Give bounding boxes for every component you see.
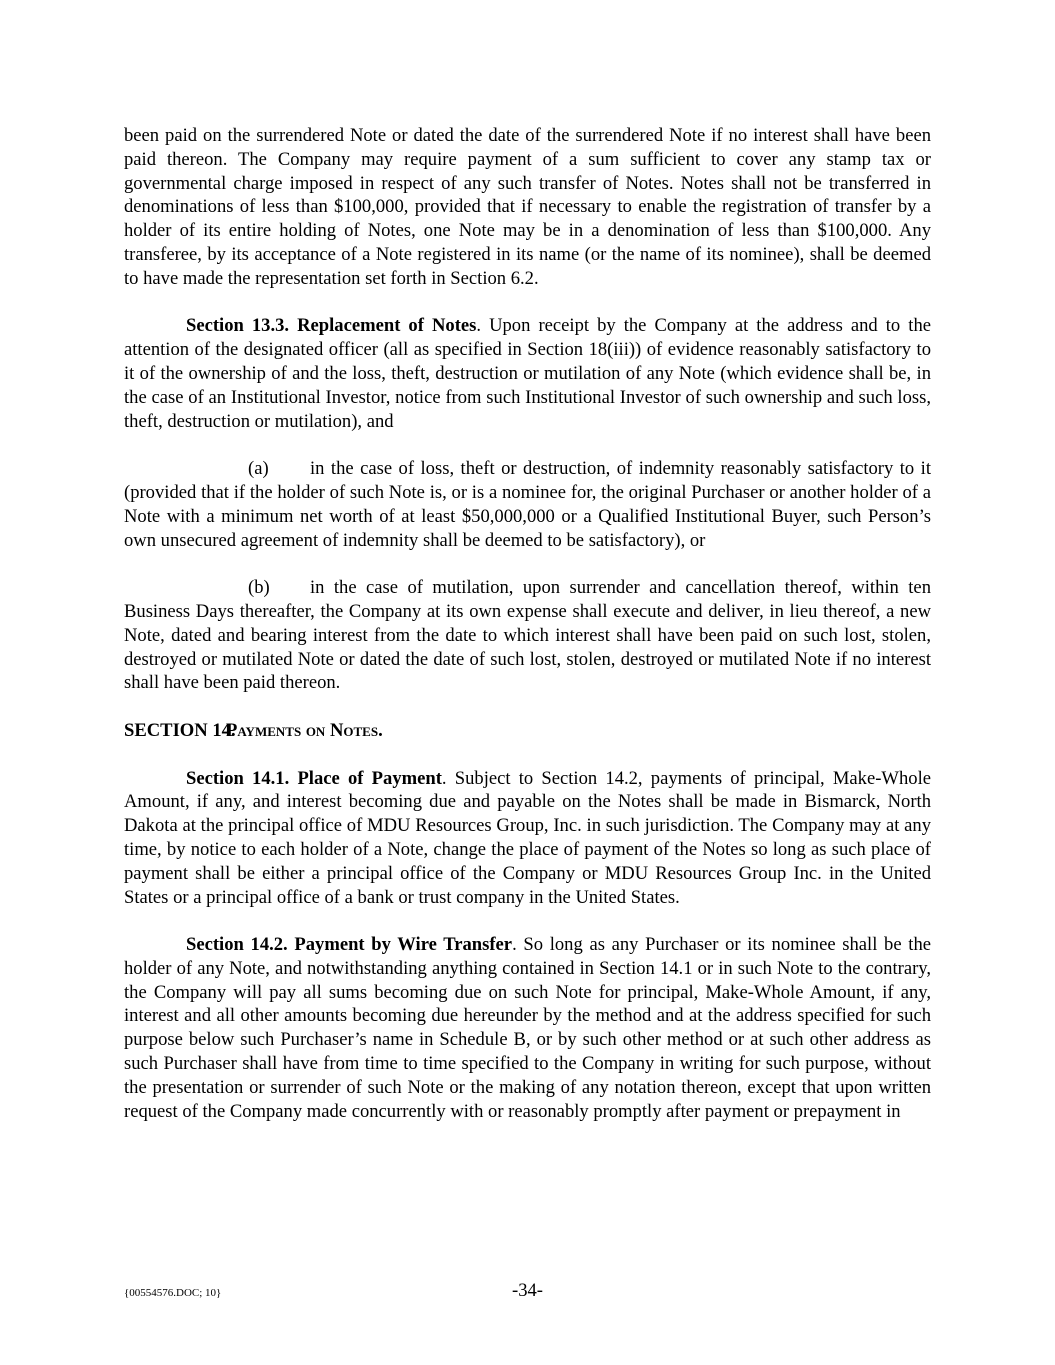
section-14-header	[124, 719, 931, 743]
continuation-paragraph: been paid on the surrendered Note or dated the date of the surrendered Note if no interest shall have been paid thereon. The Company may require payment of a sum sufficient to cover any stamp tax or governmental charge imposed in respect of any such transfer of Notes. Notes shall not be transferred in denominations of less than $100,000, provided that if necessary to enable the registration of transfer by a holder of its entire holding of Notes, one Note may be in a denomination of less than $100,000. Any transferee, by its acceptance of a Note registered in its name (or the name of its nominee), shall be deemed to have made the representation set forth in Section 6.2.	[124, 125, 931, 289]
clause-b-text: in the case of mutilation, upon surrender and cancellation thereof, within ten Business Days thereafter, the Company at its own expense shall execute and deliver, in lieu thereof, a new Note, dated and bearing interest from the date to which interest shall have been paid on such lost, stolen, destroyed or mutilated Note or dated the date of such lost, stolen, destroyed or mutilated Note if no interest shall have been paid thereon.	[124, 577, 931, 694]
section-13-3-text: . Upon receipt by the Company at the address and to the attention of the designated officer (all as specified in Section 18(iii)) of evidence reasonably satisfactory to it of the ownership of and the loss, theft, destruction or mutilation of any Note (which evidence shall be, in the case of an Institutional Investor, notice from such Institutional Investor of such ownership and such loss, theft, destruction or mutilation), and	[124, 315, 931, 432]
section-14-1-paragraph	[124, 767, 931, 910]
section-14-number: SECTION 14.	[124, 719, 236, 741]
clause-a-label: (a)	[248, 458, 269, 480]
footer-page-number: -34-	[512, 1280, 543, 1301]
clause-b-paragraph	[124, 576, 931, 695]
section-14-1-text: . Subject to Section 14.2, payments of principal, Make-Whole Amount, if any, and interest becoming due and payable on the Notes shall be made in Bismarck, North Dakota at the principal office of MDU Resources Group, Inc. in such jurisdiction. The Company may at any time, by notice to each holder of a Note, change the place of payment of the Notes so long as such place of payment shall be either a principal office of the Company or MDU Resources Group Inc. in the United States or a principal office of a bank or trust company in the United States.	[124, 767, 931, 908]
footer-doc-id: {00554576.DOC; 10}	[124, 1287, 222, 1299]
clause-b-label: (b)	[248, 577, 270, 599]
section-14-2-heading: Section 14.2. Payment by Wire Transfer	[186, 934, 513, 956]
section-13-3-paragraph	[124, 314, 931, 433]
document-page	[124, 124, 931, 1147]
section-14-title: Payments on Notes.	[226, 719, 383, 741]
section-14-1-heading: Section 14.1. Place of Payment	[186, 767, 442, 789]
section-13-3-heading: Section 13.3. Replacement of Notes	[186, 315, 477, 337]
section-14-2-text: . So long as any Purchaser or its nominee shall be the holder of any Note, and notwithstanding anything contained in Section 14.1 or in such Note to the contrary, the Company will pay all sums becoming due on such Note for principal, Make-Whole Amount, if any, interest and all other amounts becoming due hereunder by the method and at the address specified for such purpose below such Purchaser’s name in Schedule B, or by such other method or at such other address as such Purchaser shall have from time to time specified to the Company in writing for such purpose, without the presentation or surrender of such Note or the making of any notation thereon, except that upon written request of the Company made concurrently with or reasonably promptly after payment or prepayment in	[124, 934, 931, 1122]
clause-a-paragraph	[124, 457, 931, 552]
clause-a-text: in the case of loss, theft or destruction, of indemnity reasonably satisfactory to it (provided that if the holder of such Note is, or is a nominee for, the original Purchaser or another holder of a Note with a minimum net worth of at least $50,000,000 or a Qualified Institutional Buyer, such Person’s own unsecured agreement of indemnity shall be deemed to be satisfactory), or	[124, 458, 931, 551]
section-14-2-paragraph	[124, 933, 931, 1123]
